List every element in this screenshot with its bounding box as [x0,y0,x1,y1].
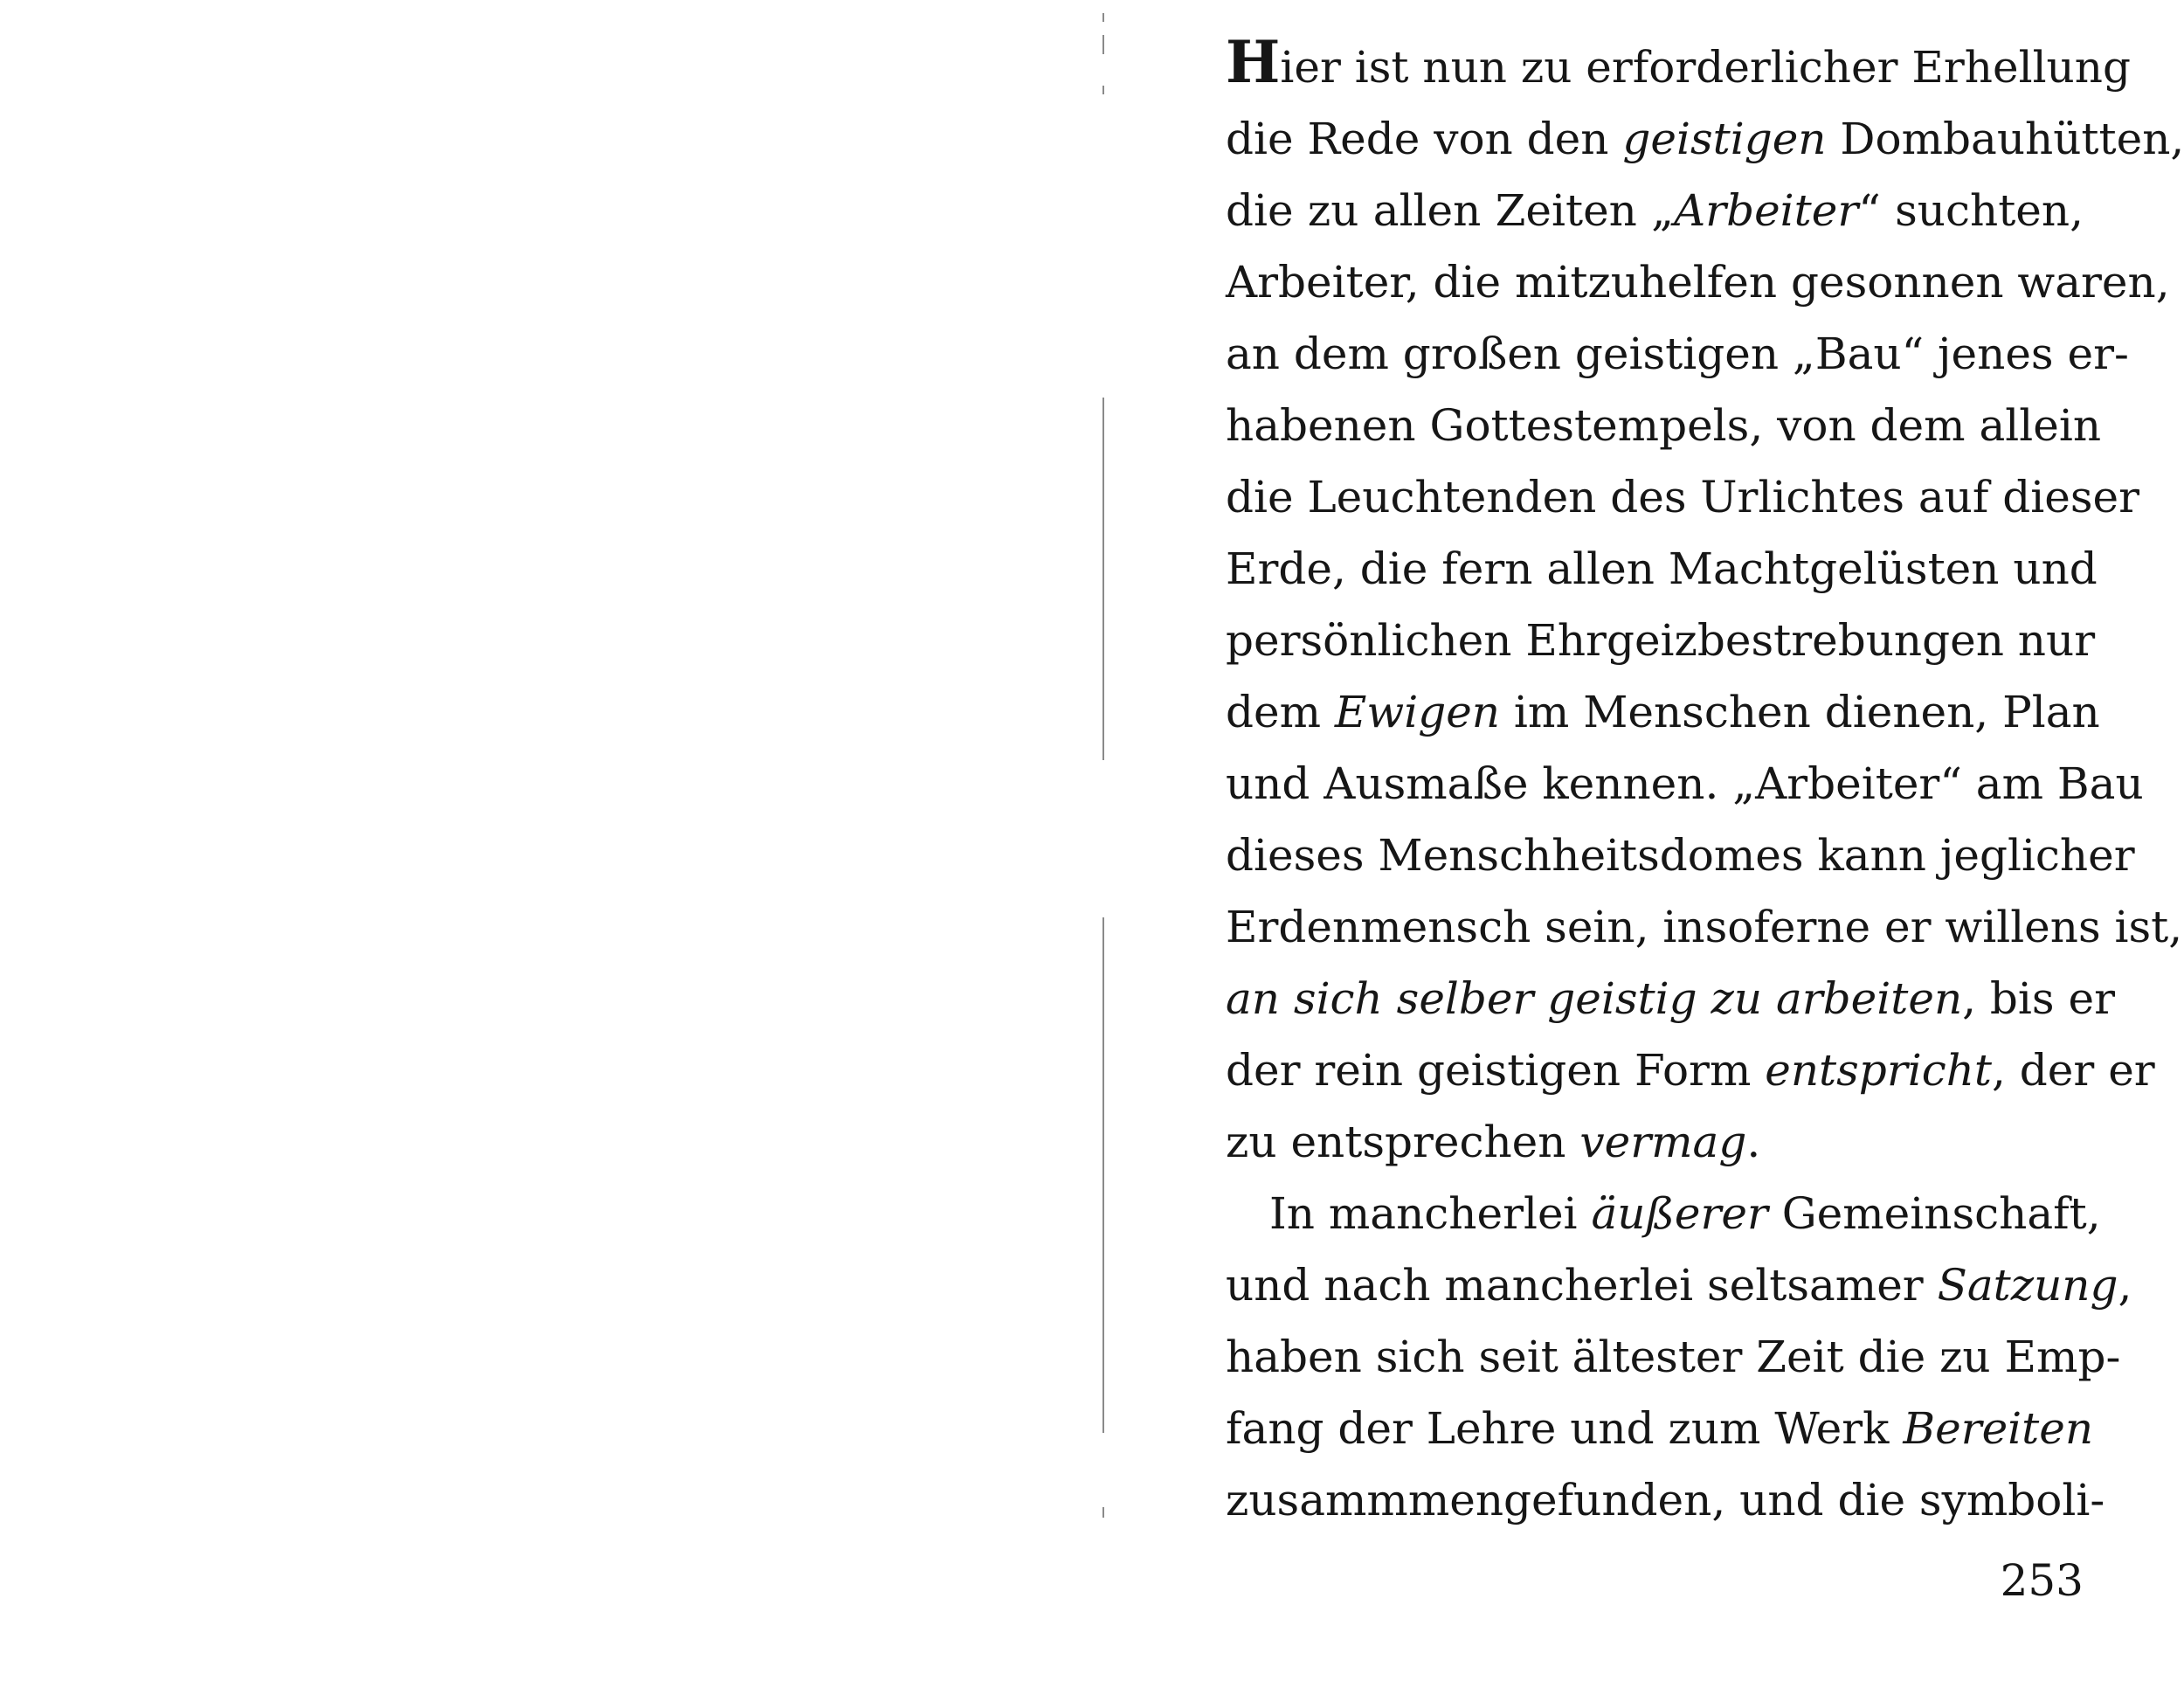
text-line [1226,28,2131,103]
text-segment: persönlichen Ehrgeizbestrebungen nur [1226,615,2096,666]
text-line [1226,390,2102,461]
text-segment: und Ausmaße kennen. „Arbeiter“ am Bau [1226,758,2144,809]
text-segment: ier ist nun zu erforderlicher Erhellung [1280,42,2131,93]
emphasis-text: Bereiten [1903,1403,2094,1454]
right-page [1105,0,2184,1695]
text-segment: In mancherlei [1269,1188,1592,1239]
gutter-mark [1102,35,1104,54]
text-segment: Arbeiter, die mitzuhelfen gesonnen waren, [1226,257,2170,308]
text-segment: Erdenmensch sein, insoferne er willens ist, [1226,902,2183,952]
text-segment: und nach mancherlei seltsamer [1226,1260,1938,1311]
emphasis-text: geistigen [1622,114,1827,164]
text-line [1226,533,2098,605]
text-segment: dieses Menschheitsdomes kann jeglicher [1226,830,2135,881]
emphasis-text: entspricht [1765,1045,1993,1096]
text-segment: im Menschen dienen, Plan [1500,687,2100,737]
emphasis-text: Ewigen [1334,687,1500,737]
text-line [1226,963,2115,1034]
text-line [1226,676,2100,748]
text-segment: der rein geistigen Form [1226,1045,1766,1096]
text-line [1226,1393,2094,1464]
text-line [1226,1321,2121,1393]
emphasis-text: Arbeiter [1674,185,1859,236]
text-line [1226,318,2129,390]
text-segment: . [1746,1117,1761,1167]
text-line [1226,1106,2084,1178]
gutter-mark [1102,1507,1104,1518]
text-segment: habenen Gottestempels, von dem allein [1226,400,2102,451]
text-line [1226,1178,2101,1249]
text-line [1226,1464,2105,1536]
text-line [1226,175,2084,246]
gutter-edge-line [1102,398,1104,760]
text-line [1226,748,2144,820]
text-segment: an dem großen geistigen „Bau“ jenes er- [1226,329,2129,379]
text-segment: die Rede von den [1226,114,1623,164]
text-line [1226,605,2096,676]
text-line [1226,1249,2132,1321]
text-segment: dem [1226,687,1335,737]
body-text [1226,28,2184,1536]
text-segment: Dombauhütten, [1826,114,2184,164]
gutter-mark [1102,86,1104,94]
emphasis-text: Satzung [1937,1260,2118,1311]
text-segment: Gemeinschaft, [1767,1188,2101,1239]
emphasis-text: vermag [1579,1117,1747,1167]
emphasis-text: an sich selber geistig zu arbeiten [1226,973,1963,1024]
text-segment: , [2118,1260,2132,1311]
text-segment: zusammmengefunden, und die symboli- [1226,1475,2105,1526]
gutter-mark [1102,13,1104,22]
emphasis-text: äußerer [1591,1188,1768,1239]
text-segment: die Leuchtenden des Urlichtes auf dieser [1226,472,2140,522]
text-segment: , der er [1992,1045,2155,1096]
text-segment: zu entsprechen [1226,1117,1580,1167]
text-line [1226,820,2135,891]
drop-cap: H [1226,28,1281,96]
text-segment: haben sich seit ältester Zeit die zu Emp- [1226,1332,2121,1382]
text-line [1226,1034,2155,1106]
gutter-edge-line [1102,917,1104,1433]
text-segment: Erde, die fern allen Machtgelüsten und [1226,543,2098,594]
text-line [1226,461,2140,533]
text-line [1226,103,2184,175]
text-segment: die zu allen Zeiten „ [1226,185,1675,236]
text-segment: “ suchten, [1858,185,2084,236]
text-segment: fang der Lehre und zum Werk [1226,1403,1904,1454]
text-segment: , bis er [1962,973,2115,1024]
page-number: 253 [2000,1555,2084,1606]
text-line [1226,891,2183,963]
text-line [1226,246,2170,318]
